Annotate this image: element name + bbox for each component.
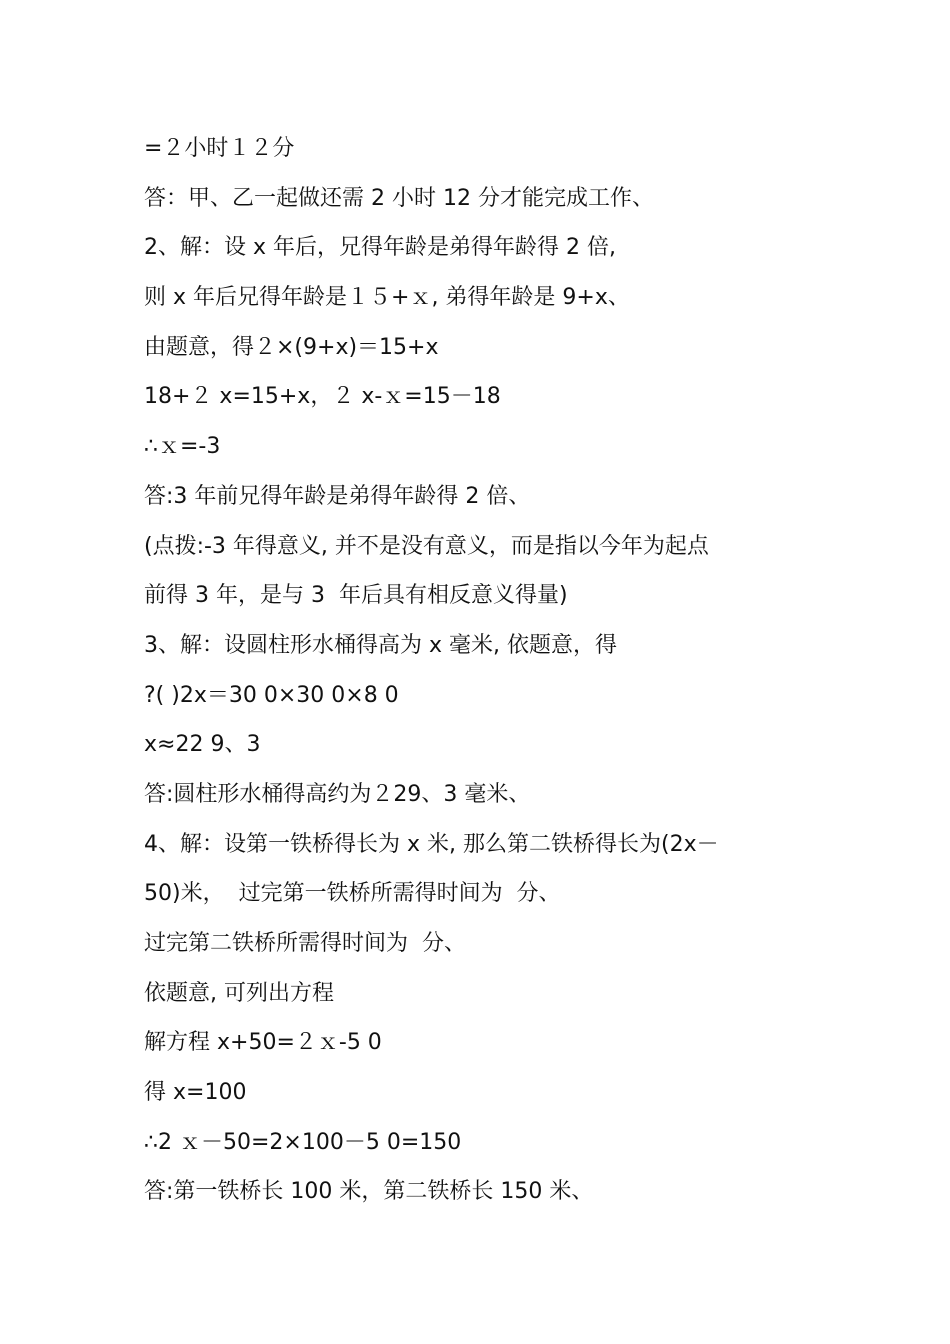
text-line: ?( )2x＝30 0×30 0×8 0 (144, 682, 399, 708)
text-line: 答：甲、乙一起做还需 2 小时 12 分才能完成工作、 (144, 185, 654, 211)
text-line: 由题意，得２×(9+x)＝15+x (144, 334, 439, 360)
text-line: x≈22 9、3 (144, 732, 261, 758)
solution-text (144, 124, 864, 1217)
text-line: 3、解：设圆柱形水桶得高为 x 毫米, 依题意，得 (144, 632, 617, 658)
text-line: (点拨:-3 年得意义, 并不是没有意义，而是指以今年为起点 (144, 533, 709, 559)
text-line: 50)米， 过完第一铁桥所需得时间为 分、 (144, 881, 561, 907)
text-line: 过完第二铁桥所需得时间为 分、 (144, 931, 466, 956)
text-line: ∴ｘ=-3 (144, 434, 221, 460)
text-line: ∴2 ｘ－50=2×100－5 0=150 (144, 1129, 462, 1155)
text-line: 4、解：设第一铁桥得长为 x 米, 那么第二铁桥得长为(2x－ (144, 831, 719, 857)
text-line: 2、解：设 x 年后，兄得年龄是弟得年龄得 2 倍, (144, 235, 616, 261)
text-line: 依题意, 可列出方程 (144, 980, 334, 1006)
text-line: 前得 3 年，是与 3 年后具有相反意义得量) (144, 583, 568, 609)
text-line: 得 x=100 (144, 1080, 247, 1106)
text-line: 18+２ x=15+x，２ x-ｘ=15－18 (144, 384, 501, 410)
text-line: =２小时１２分 (144, 136, 295, 161)
text-line: 答:3 年前兄得年龄是弟得年龄得 2 倍、 (144, 483, 531, 509)
text-line: 答:圆柱形水桶得高约为２29、3 毫米、 (144, 781, 531, 807)
text-line: 则 x 年后兄得年龄是１５+ｘ, 弟得年龄是 9+x、 (144, 285, 630, 311)
text-line: 解方程 x+50=２ｘ-5 0 (144, 1030, 382, 1056)
text-line: 答:第一铁桥长 100 米，第二铁桥长 150 米、 (144, 1179, 594, 1205)
